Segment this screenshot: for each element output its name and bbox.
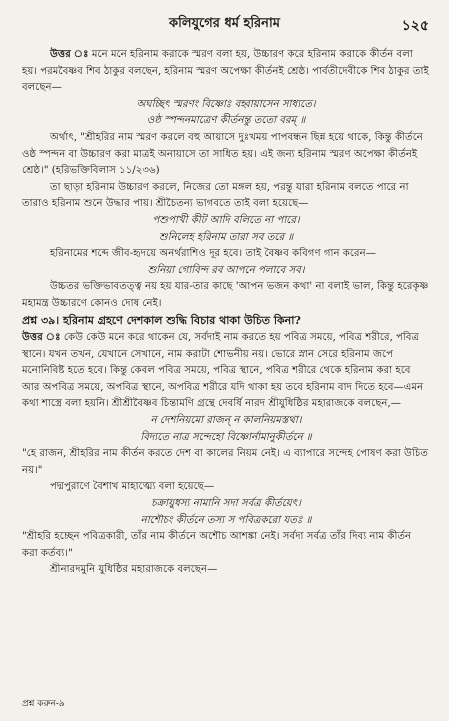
question-text: হরিনাম গ্রহণে দেশকাল শুদ্ধি বিচার থাকা উচিত কিনা? [63, 313, 301, 327]
paragraph: শ্রীনারদমুনি যুধিষ্ঠির মহারাজকে বলছেন— [50, 564, 218, 576]
paragraph: উচ্চতর ভক্তিভাবতত্ত্ব নয় হয় যার-তার কাছে 'আপন ভজন কথা' না বলাই ভাল, কিন্তু হরেকৃষ্ণ মহামন্ত্র উচ্চারণে কোনও দোষ নেই। [22, 281, 429, 309]
paragraph: তা ছাড়া হরিনাম উচ্চারণ করলে, নিজের তো মঙ্গল হয়, পরন্তু যারা হরিনাম বলতে পারে না তারাও হরিনাম শুনে উদ্ধার পায়। শ্রীচৈতন্য ভাগবতে তাই বলা হয়েছে— [22, 181, 409, 210]
verse-line: পশুপাখী কীট আদি বলিতে না পারে। [152, 214, 300, 226]
verse-line: বিদ্যতে নাত্র সন্দেহো বিষ্ণোর্নামানুকীর্তনে ॥ [140, 431, 312, 443]
answer-paragraph-1 [22, 46, 430, 97]
verse-line: ওষ্ঠ স্পন্দনমাত্রেণ কীর্তনন্তু ততো বরম্ ॥ [146, 115, 306, 127]
verse-line: শুনিয়া গোবিন্দ রব আপনে পলাবে সব। [147, 264, 305, 276]
answer-text: কেউ কেউ মনে করে থাকেন যে, সর্বদাই নাম করতে হয় পবিত্র সময়ে, পবিত্র শরীরে, পবিত্র স্থানে। যখন তখন, যেখানে সেখানে, নাম করাটা শোভনীয় নয়। ভোরে স্নান সেরে হরিনাম জপে মনোনিবিষ্ট হতে হবে। কিন্তু কেবল পবিত্র সময়ে, পবিত্র স্থানে, পবিত্র শরীরে থেকে হরিনাম করা হবে আর অপবিত্র সময়ে, অপবিত্র স্থানে, অপবিত্র শরীরে যদি থাকা হয় তবে হরিনাম বাদ দিতে হবে—এমন কথা শাস্ত্রে বলা হয়নি। শ্রীশ্রীবৈষ্ণব চিন্তামণি গ্রন্থে দেবর্ষি নারদ শ্রীযুধিষ্ঠির মহারাজকে বলছেন,— [22, 332, 424, 410]
page-footer: প্রশ্ন করুন-৯ [22, 699, 65, 709]
verse-meaning: "হে রাজন, শ্রীহরির নাম কীর্তন করতে দেশ বা কালের নিয়ম নেই। এ ব্যাপারে সন্দেহ পোষণ করা উচিত নয়।" [22, 448, 428, 476]
verse-line: চক্রায়ুধস্য নামানি সদা সর্বত্র কীর্তয়েৎ। [151, 498, 301, 510]
page-number: ১২৫ [401, 18, 429, 34]
verse-line: অঘচ্ছিৎ স্মরণং বিষ্ণোঃ বহ্বায়াসেন সাধ্যতে। [136, 98, 316, 110]
answer-label: উত্তর ঃ [50, 48, 89, 60]
verse-meaning: "শ্রীহরি হচ্ছেন পবিত্রকারী, তাঁর নাম কীর্তনে অশৌচ আশঙ্কা নেই। সর্বদা সর্বত্র তাঁর দিব্য নাম কীর্তন করা কর্তব্য।" [22, 531, 412, 559]
answer-paragraph-2 [22, 329, 430, 413]
verse-meaning: অর্থাৎ, "শ্রীহরির নাম স্মরণ করলে বহু আয়াসে দুঃখময় পাপবন্ধন ছিন্ন হয়ে থাকে, কিন্তু কীর্তনে ওষ্ঠ স্পন্দন বা উচ্চারণ করা মাত্রই অনায়াসে তা সাধিত হয়। এই জন্য হরিনাম স্মরণ অপেক্ষা কীর্তনই শ্রেষ্ঠ।" (হরিভক্তিবিলাস ১১/২৩৬) [22, 131, 423, 177]
verse-line: নাশৌচং কীর্তনে তস্য স পবিত্রকরো যতঃ ॥ [140, 514, 312, 526]
verse-line: ন দেশনিয়মো রাজন্ ন কালনিয়মস্তথা। [150, 415, 302, 427]
question-label: প্রশ্ন ৩৯। [22, 313, 60, 327]
verse-line: শুনিলেহ হরিনাম তারা সব তরে ॥ [158, 231, 294, 243]
page-header [20, 14, 429, 36]
answer-text: মনে মনে হরিনাম করাকে স্মরণ বলা হয়, উচ্চারণ করে হরিনাম করাকে কীর্তন বলা হয়। পরমবৈষ্ণব শিব ঠাকুর বলছেন, হরিনাম স্মরণ অপেক্ষা কীর্তনই শ্রেষ্ঠ। পার্বতীদেবীকে শিব ঠাকুর তাই বলছেন— [22, 49, 429, 94]
page-body [22, 46, 430, 579]
answer-label: উত্তর ঃ [22, 331, 61, 344]
paragraph: পদ্মপুরাণে বৈশাখ মাহাত্ম্যে বলা হয়েছে— [50, 481, 215, 493]
paragraph: হরিনামের শব্দে জীব-হৃদয়ে অনর্থরাশিও দূর হবে। তাই বৈষ্ণব কবিগণ গান করেন— [50, 248, 376, 260]
question-heading [22, 313, 430, 330]
running-title: কলিযুগের ধর্ম হরিনাম [169, 16, 280, 31]
